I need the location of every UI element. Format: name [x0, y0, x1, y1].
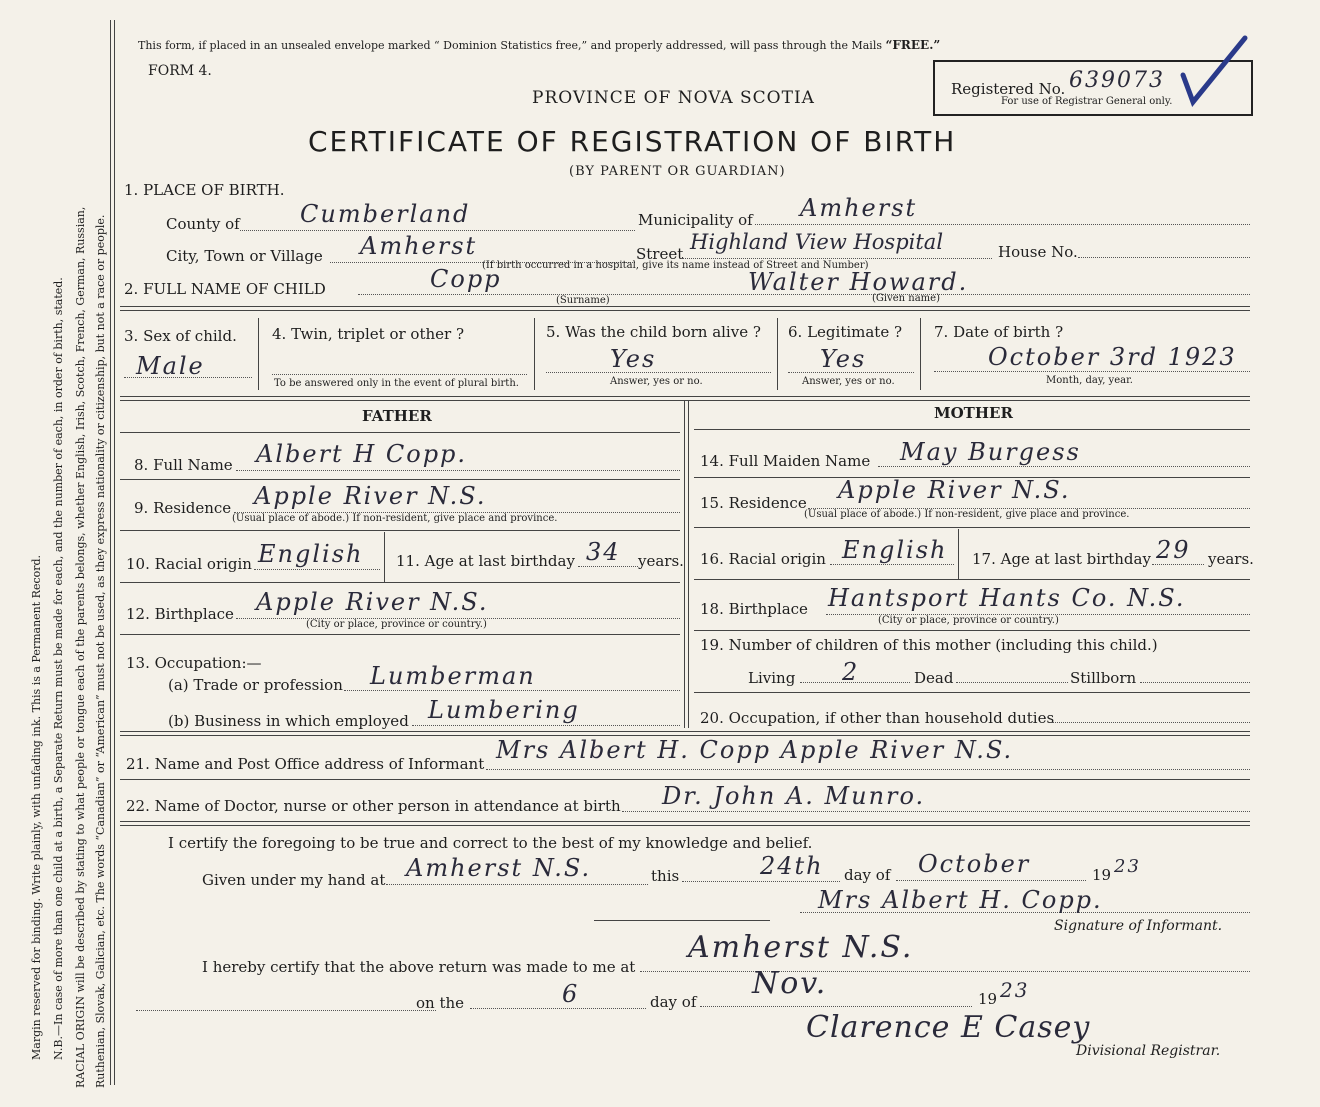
municipality-label: Municipality of: [638, 211, 753, 229]
twin-note: To be answered only in the event of plural birth.: [274, 378, 519, 389]
surname-note: (Surname): [556, 295, 610, 306]
registered-label: Registered No.: [951, 80, 1066, 98]
place-of-birth-heading: 1. PLACE OF BIRTH.: [124, 181, 285, 199]
certificate-subtitle: (BY PARENT OR GUARDIAN): [569, 164, 786, 179]
dob-value: October 3rd 1923: [988, 343, 1237, 371]
mother-name: May Burgess: [900, 438, 1081, 466]
side-note-1: Margin reserved for binding. Write plainly, with unfading ink. This is a Permanent Record.: [30, 554, 43, 1060]
legitimate-value: Yes: [820, 345, 867, 373]
business-value: Lumbering: [428, 696, 580, 724]
father-birthplace: Apple River N.S.: [256, 588, 489, 616]
alive-note: Answer, yes or no.: [610, 376, 703, 387]
legitimate-label: 6. Legitimate ?: [788, 323, 903, 341]
registrar-month: Nov.: [752, 966, 828, 1001]
certificate-title: CERTIFICATE OF REGISTRATION OF BIRTH: [308, 125, 957, 158]
county-value: Cumberland: [300, 200, 471, 228]
mail-notice: [138, 38, 940, 52]
municipality-value: Amherst: [800, 194, 918, 222]
trade-value: Lumberman: [370, 662, 536, 690]
father-age: 34: [586, 538, 621, 566]
city-label: City, Town or Village: [166, 247, 323, 265]
mail-notice-text: This form, if placed in an unsealed envelope marked “ Dominion Statistics free,” and properly addressed, will pass through the Mails: [138, 39, 882, 52]
registrar-signature: Clarence E Casey: [806, 1010, 1091, 1045]
given-day: 24th: [760, 852, 824, 880]
child-name-label: 2. FULL NAME OF CHILD: [124, 280, 326, 298]
mother-residence-label: 15. Residence: [700, 494, 807, 512]
father-residence-note: (Usual place of abode.) If non-resident, give place and province.: [232, 513, 558, 524]
side-note-3: RACIAL ORIGIN will be described by stating to what people or tongue each of the parents belongs, whether English, Irish, Scotch, French, German, Russian,: [74, 206, 87, 1088]
sex-label: 3. Sex of child.: [124, 327, 237, 345]
doctor-value: Dr. John A. Munro.: [662, 782, 926, 810]
living-value: 2: [842, 658, 860, 686]
child-given-name: Walter Howard.: [748, 268, 969, 296]
divider-1: [120, 306, 1250, 311]
mail-notice-free: “FREE.”: [885, 38, 941, 52]
father-residence-label: 9. Residence: [134, 499, 232, 517]
stillborn-label: Stillborn: [1070, 669, 1137, 687]
registered-number: 639073: [1069, 68, 1165, 93]
signature-of-informant-label: Signature of Informant.: [1054, 918, 1223, 934]
mother-birthplace: Hantsport Hants Co. N.S.: [828, 584, 1186, 612]
mother-heading: MOTHER: [934, 404, 1013, 422]
father-heading: FATHER: [362, 407, 432, 425]
children-label: 19. Number of children of this mother (including this child.): [700, 636, 1158, 654]
registrar-day-of-label: day of: [650, 993, 697, 1011]
mother-occupation-label: 20. Occupation, if other than household duties: [700, 709, 1055, 727]
registrar-year: 23: [1000, 978, 1030, 1002]
legitimate-note: Answer, yes or no.: [802, 376, 895, 387]
father-birthplace-note: (City or place, province or country.): [306, 619, 487, 630]
given-under-label: Given under my hand at: [202, 871, 386, 889]
on-the-label: on the: [416, 994, 465, 1012]
dob-note: Month, day, year.: [1046, 375, 1133, 386]
given-place: Amherst N.S.: [406, 854, 592, 882]
father-age-label: 11. Age at last birthday: [396, 552, 575, 570]
check-mark-icon: [1175, 30, 1255, 110]
father-race: English: [258, 540, 364, 568]
father-race-label: 10. Racial origin: [126, 555, 252, 573]
divisional-registrar-label: Divisional Registrar.: [1076, 1043, 1221, 1059]
alive-value: Yes: [610, 345, 657, 373]
sex-value: Male: [136, 352, 205, 380]
margin-rule: [110, 20, 115, 1085]
certify-statement: I certify the foregoing to be true and correct to the best of my knowledge and belief.: [168, 834, 813, 852]
registered-note: For use of Registrar General only.: [1001, 96, 1173, 107]
day-of-label: day of: [844, 866, 891, 884]
this-label: this: [651, 867, 680, 885]
informant-value: Mrs Albert H. Copp Apple River N.S.: [496, 736, 1014, 764]
province-title: PROVINCE OF NOVA SCOTIA: [532, 88, 815, 108]
father-occupation-label: 13. Occupation:—: [126, 654, 262, 672]
alive-label: 5. Was the child born alive ?: [546, 323, 761, 341]
given-month: October: [918, 850, 1031, 878]
mother-years-label: years.: [1208, 550, 1254, 568]
doctor-label: 22. Name of Doctor, nurse or other person in attendance at birth: [126, 797, 621, 815]
father-name-label: 8. Full Name: [134, 456, 233, 474]
mother-race-label: 16. Racial origin: [700, 550, 826, 568]
mother-name-label: 14. Full Maiden Name: [700, 452, 871, 470]
registrar-statement: I hereby certify that the above return was made to me at: [202, 958, 636, 976]
trade-label: (a) Trade or profession: [168, 676, 343, 694]
street-value: Highland View Hospital: [690, 230, 944, 254]
registrar-year-prefix: 19: [978, 990, 998, 1008]
given-year-prefix: 19: [1092, 866, 1112, 884]
mother-race: English: [842, 536, 948, 564]
mother-birthplace-label: 18. Birthplace: [700, 600, 808, 618]
dead-label: Dead: [914, 669, 954, 687]
dob-label: 7. Date of birth ?: [934, 323, 1064, 341]
side-note-2: N.B.—In case of more than one child at a birth, a Separate Return must be made for each, and the number of each, in order of birth, stated.: [52, 277, 65, 1060]
mother-age-label: 17. Age at last birthday: [972, 550, 1151, 568]
father-residence: Apple River N.S.: [254, 482, 487, 510]
county-label: County of: [166, 215, 240, 233]
living-label: Living: [748, 669, 796, 687]
mother-residence: Apple River N.S.: [838, 476, 1071, 504]
twin-label: 4. Twin, triplet or other ?: [272, 325, 464, 343]
informant-signature: Mrs Albert H. Copp.: [818, 886, 1103, 914]
street-label: Street: [636, 245, 684, 263]
mother-age: 29: [1156, 536, 1191, 564]
registrar-place: Amherst N.S.: [688, 930, 914, 965]
mother-residence-note: (Usual place of abode.) If non-resident, give place and province.: [804, 509, 1130, 520]
child-surname: Copp: [430, 265, 502, 293]
divider-4: [120, 821, 1250, 826]
city-value: Amherst: [360, 232, 478, 260]
registrar-day: 6: [562, 980, 580, 1008]
given-year: 23: [1114, 856, 1141, 877]
business-label: (b) Business in which employed: [168, 712, 409, 730]
given-name-note: (Given name): [872, 293, 940, 304]
side-note-4: Ruthenian, Slovak, Galician, etc. The words “Canadian” or “American” must not be used, as they express nationality or citizenship, but not a race or people.: [94, 214, 107, 1088]
father-name: Albert H Copp.: [256, 440, 468, 468]
form-number: FORM 4.: [148, 63, 212, 79]
father-years-label: years.: [638, 552, 684, 570]
father-birthplace-label: 12. Birthplace: [126, 605, 234, 623]
informant-label: 21. Name and Post Office address of Informant: [126, 755, 485, 773]
hospital-note: (If birth occurred in a hospital, give its name instead of Street and Number): [482, 260, 869, 271]
center-divider: [684, 400, 689, 728]
house-number-label: House No.: [998, 243, 1078, 261]
mother-birthplace-note: (City or place, province or country.): [878, 615, 1059, 626]
